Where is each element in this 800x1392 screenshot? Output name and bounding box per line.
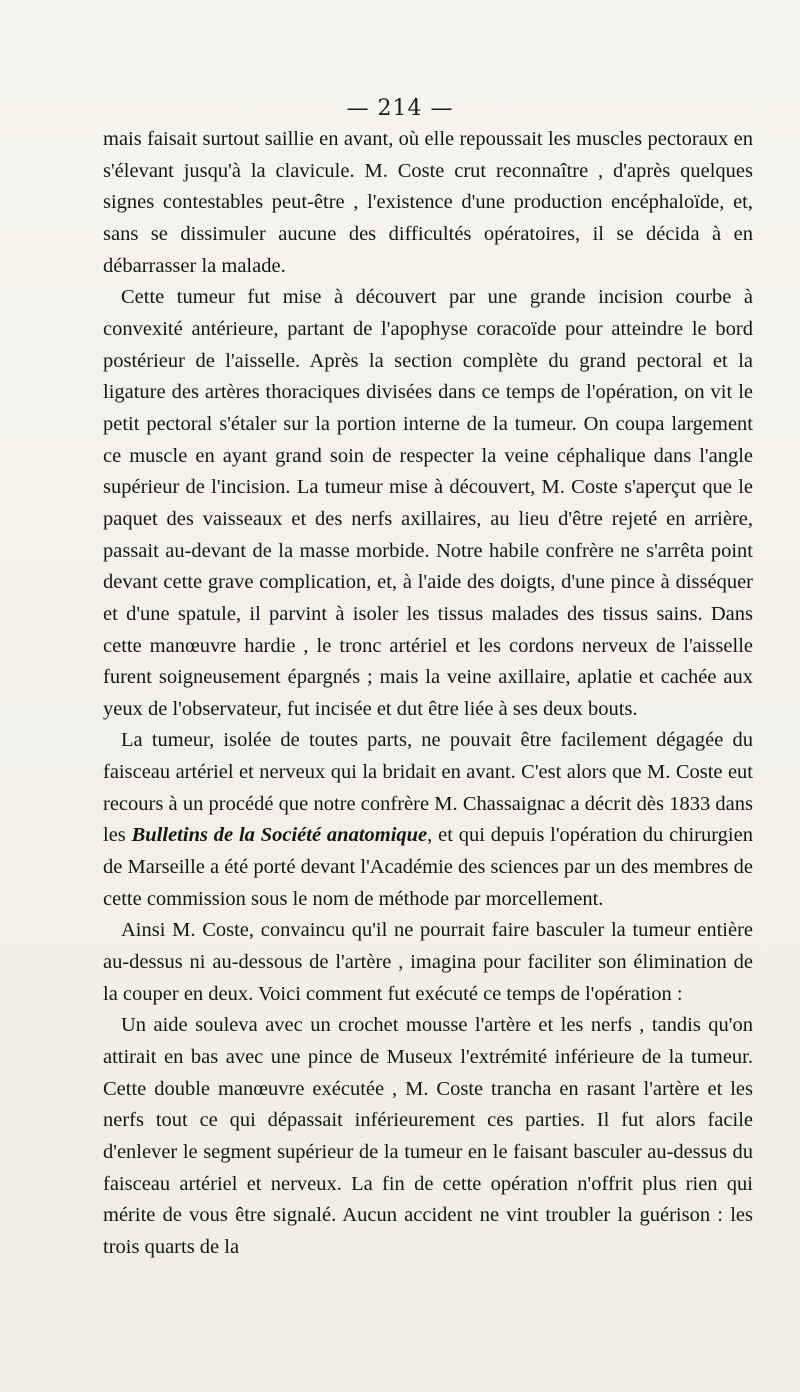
paragraph-2 [103, 282, 753, 725]
paragraph-3-text-a: La tumeur, isolée de toutes parts, ne pouvait être facilement dégagée du faisceau artériel et nerveux qui la bridait en avant. C'est alors que M. Coste eut recours à un procédé que notre confrère M. Chassaignac a décrit dès 1833 dans les [103, 729, 753, 847]
paragraph-3-journal-title: Bulletins de la Société anatomique [131, 824, 428, 847]
paragraph-4-text: Ainsi M. Coste, convaincu qu'il ne pourrait faire basculer la tumeur entière au-dessus ni au-dessous de l'artère , imagina pour faciliter son élimination de la couper en deux. Voici comment fut exécuté ce temps de l'opération : [103, 919, 753, 1005]
body-text [103, 124, 753, 1264]
paragraph-5-text: Un aide souleva avec un crochet mousse l'artère et les nerfs , tandis qu'on attirait en bas avec une pince de Museux l'extrémité inférieure de la tumeur. Cette double manœuvre exécutée , M. Coste trancha en rasant l'artère et les nerfs tout ce qui dépassait inférieurement ces parties. Il fut alors facile d'enlever le segment supérieur de la tumeur en le faisant basculer au-dessus du faisceau artériel et nerveux. La fin de cette opération n'offrit plus rien qui mérite de vous être signalé. Aucun accident ne vint troubler la guérison : les trois quarts de la [103, 1014, 753, 1258]
paragraph-3-text-b: , et qui depuis l'opération du chirurgien de Marseille a été porté devant l'Académie des sciences par un des membres de cette commission sous le nom de méthode par morcellement. [103, 824, 753, 910]
paragraph-5 [103, 1010, 753, 1263]
paragraph-1 [103, 124, 753, 282]
page-number: — 214 — [346, 96, 454, 121]
paragraph-3 [103, 725, 753, 915]
paragraph-4 [103, 915, 753, 1010]
paragraph-2-text: Cette tumeur fut mise à découvert par une grande incision courbe à convexité antérieure, partant de l'apophyse coracoïde pour atteindre le bord postérieur de l'aisselle. Après la section complète du grand pectoral et la ligature des artères thoraciques divisées dans ce temps de l'opération, on vit le petit pectoral s'étaler sur la portion interne de la tumeur. On coupa largement ce muscle en ayant grand soin de respecter la veine céphalique dans l'angle supérieur de l'incision. La tumeur mise à découvert, M. Coste s'aperçut que le paquet des vaisseaux et des nerfs axillaires, au lieu d'être rejeté en arrière, passait au-devant de la masse morbide. Notre habile confrère ne s'arrêta point devant cette grave complication, et, à l'aide des doigts, d'une pince à disséquer et d'une spatule, il parvint à isoler les tissus malades des tissus sains. Dans cette manœuvre hardie , le tronc artériel et les cordons nerveux de l'aisselle furent soigneusement épargnés ; mais la veine axillaire, aplatie et cachée aux yeux de l'observateur, fut incisée et dut être liée à ses deux bouts. [103, 286, 753, 720]
paragraph-1-text: mais faisait surtout saillie en avant, où elle repoussait les muscles pectoraux en s'élevant jusqu'à la clavicule. M. Coste crut reconnaître , d'après quelques signes contestables peut-être , l'existence d'une production encéphaloïde, et, sans se dissimuler aucune des difficultés opératoires, il se décida à en débarrasser la malade. [103, 128, 753, 277]
